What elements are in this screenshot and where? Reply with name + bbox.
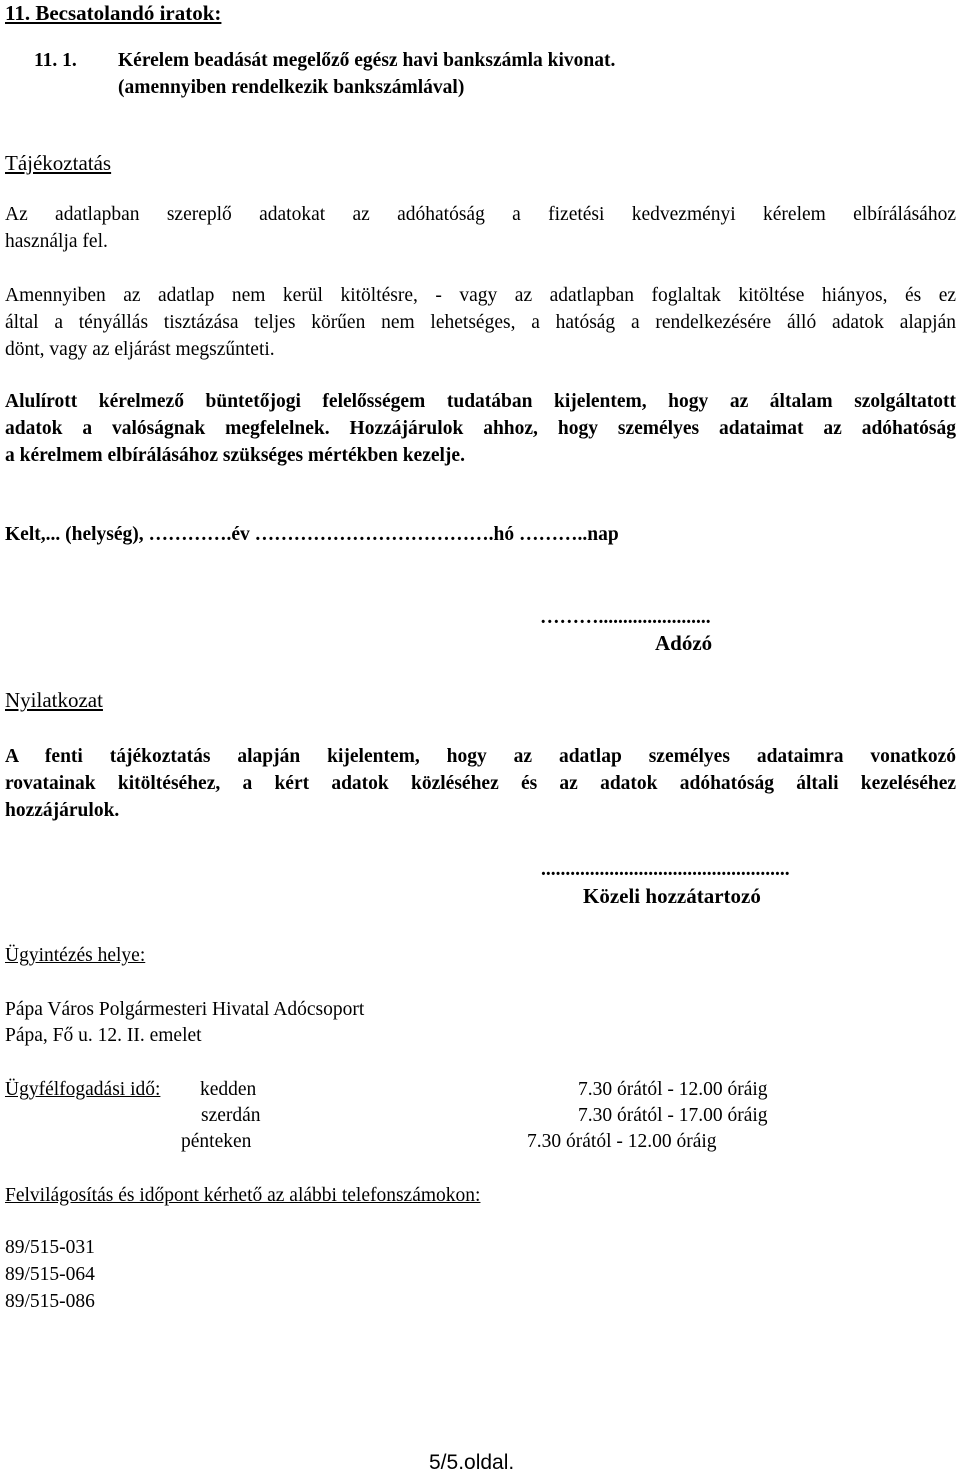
- office-name: Pápa Város Polgármesteri Hivatal Adócsoport: [5, 999, 365, 1020]
- hours-label: Ügyfélfogadási idő:: [5, 1079, 161, 1100]
- item-number: 11. 1.: [34, 50, 77, 71]
- info-heading: Tájékoztatás: [5, 151, 112, 175]
- phone-number: 89/515-031: [5, 1237, 95, 1258]
- statement-line1: Alulírott kérelmező büntetőjogi felelősségem tudatában kijelentem, hogy az általam szolgáltatott: [5, 391, 956, 412]
- info-para1-line1: Az adatlapban szereplő adatokat az adóhatóság a fizetési kedvezményi kérelem elbírálásához: [5, 204, 956, 225]
- info-para2-line1: Amennyiben az adatlap nem kerül kitöltésre, - vagy az adatlapban foglaltak kitöltése hiányos, és ez: [5, 285, 956, 306]
- phone-number: 89/515-086: [5, 1291, 95, 1312]
- declaration-line3: hozzájárulok.: [5, 800, 120, 821]
- office-label: Ügyintézés helye:: [5, 945, 146, 966]
- section-title: 11. Becsatolandó iratok:: [5, 1, 222, 25]
- signature-dots-adozo: ……….......................: [540, 607, 711, 628]
- info-para2-line2: által a tényállás tisztázása teljes körűen nem lehetséges, a hatóság a rendelkezésére álló adatok alapján: [5, 312, 956, 333]
- phones-label: Felvilágosítás és időpont kérhető az alábbi telefonszámokon:: [5, 1185, 481, 1206]
- declaration-line2: rovatainak kitöltéséhez, a kért adatok közléséhez és az adatok adóhatóság általi kezeléséhez: [5, 773, 956, 794]
- statement-line2: adatok a valóságnak megfelelnek. Hozzájárulok ahhoz, hogy személyes adataimat az adóhatóság: [5, 418, 956, 439]
- signature-dots-relative: ...................................................: [541, 859, 790, 880]
- info-para2-line3: dönt, vagy az eljárást megszűnteti.: [5, 339, 275, 360]
- office-address: Pápa, Fő u. 12. II. emelet: [5, 1025, 202, 1046]
- declaration-heading: Nyilatkozat: [5, 688, 103, 712]
- phone-number: 89/515-064: [5, 1264, 95, 1285]
- item-text-line1: Kérelem beadását megelőző egész havi bankszámla kivonat.: [118, 50, 616, 71]
- hours-day: pénteken: [181, 1131, 252, 1152]
- signature-label-relative: Közeli hozzátartozó: [583, 884, 761, 908]
- hours-time: 7.30 órától - 17.00 óráig: [578, 1105, 768, 1126]
- hours-time: 7.30 órától - 12.00 óráig: [578, 1079, 768, 1100]
- signature-label-adozo: Adózó: [655, 631, 713, 655]
- hours-time: 7.30 órától - 12.00 óráig: [527, 1131, 717, 1152]
- statement-line3: a kérelmem elbírálásához szükséges mértékben kezelje.: [5, 445, 465, 466]
- hours-day: kedden: [200, 1079, 257, 1100]
- info-para1-line2: használja fel.: [5, 231, 108, 252]
- kelt-line: Kelt,... (helység), ………….év ……………………………….hó ………..nap: [5, 524, 619, 545]
- hours-day: szerdán: [201, 1105, 261, 1126]
- page-number: 5/5.oldal.: [429, 1451, 515, 1474]
- item-text-line2: (amennyiben rendelkezik bankszámlával): [118, 77, 465, 98]
- declaration-line1: A fenti tájékoztatás alapján kijelentem, hogy az adatlap személyes adataimra vonatkozó: [5, 746, 956, 767]
